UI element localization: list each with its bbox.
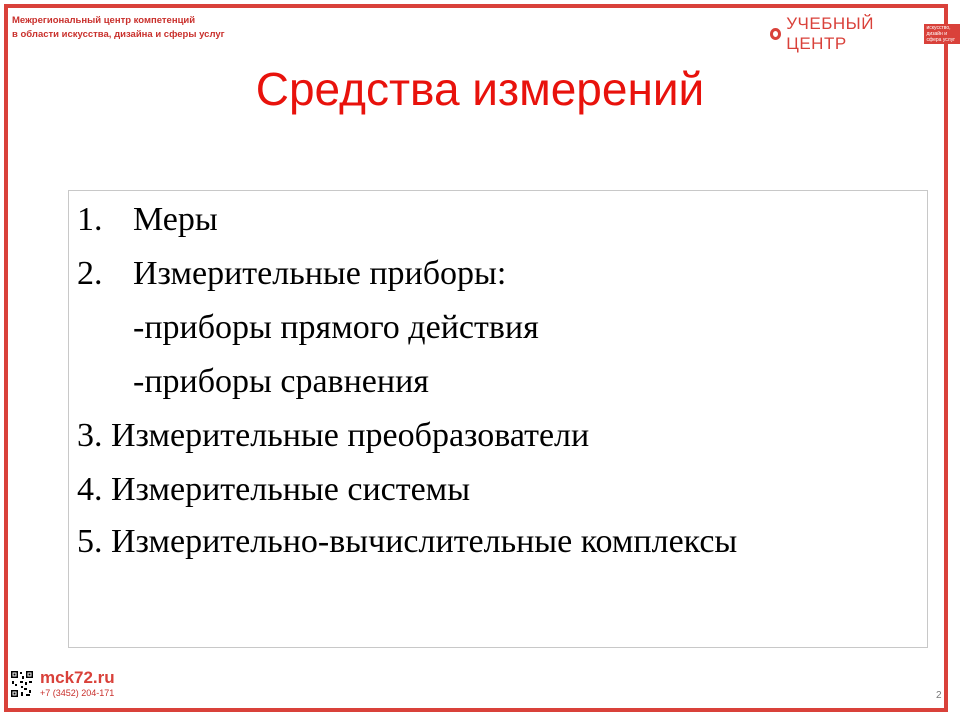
qr-code-icon <box>10 670 34 698</box>
item-number: 1. <box>77 201 103 238</box>
brand-tag: искусство, дизайн и сфера услуг <box>924 24 960 44</box>
item-list <box>77 199 917 573</box>
brand-logo-group <box>770 14 960 54</box>
list-item <box>77 199 917 241</box>
list-item: 4. Измерительные системы <box>77 471 471 508</box>
circle-logo-icon <box>770 28 781 40</box>
list-subitem: -приборы прямого действия <box>133 309 539 346</box>
footer-phone: +7 (3452) 204-171 <box>40 688 115 698</box>
item-text: Измерительные приборы: <box>133 255 507 292</box>
org-line-1: Межрегиональный центр компетенций <box>12 15 196 26</box>
brand-text: УЧЕБНЫЙ ЦЕНТР <box>786 14 874 53</box>
page-number: 2 <box>936 690 942 701</box>
list-subitem: -приборы сравнения <box>133 363 429 400</box>
org-line-2: в области искусства, дизайна и сферы услуг <box>12 29 225 40</box>
item-text: Меры <box>133 201 218 238</box>
list-item <box>77 253 917 295</box>
org-name <box>12 14 225 42</box>
content-box <box>68 190 928 648</box>
item-number: 2. <box>77 255 103 292</box>
list-item: 5. Измерительно-вычислительные комплексы <box>77 523 738 560</box>
slide-title: Средства измерений <box>255 63 705 115</box>
list-item: 3. Измерительные преобразователи <box>77 417 590 454</box>
footer-site-link[interactable]: mck72.ru <box>40 668 115 687</box>
